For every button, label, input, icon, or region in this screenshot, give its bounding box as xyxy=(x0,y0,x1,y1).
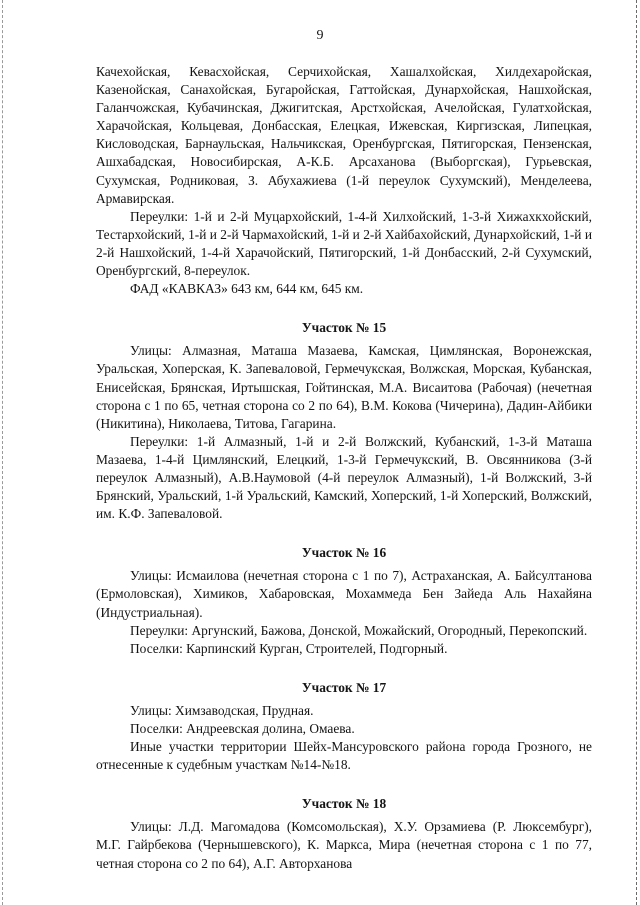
section-16-lanes: Переулки: Аргунский, Бажова, Донской, Можайский, Огородный, Перекопский. xyxy=(130,622,588,638)
section-17-streets: Улицы: Химзаводская, Прудная. xyxy=(130,702,314,718)
section-title-18: Участок № 18 xyxy=(301,796,387,812)
section-15-lanes: Переулки: 1-й Алмазный, 1-й и 2-й Волжский, Кубанский, 1-3-й Маташа Мазаева, 1-4-й Цимлянский, Елецкий, 1-3-й Гермечукский, В. Овсянникова (3-й переулок Алмазный), А.В.Наумовой (4-й переулок Алмазный), 1-й Волжский, 3-й Брянский, Уральский, 1-й Уральский, Камский, Хоперский, 1-й Хоперский, Волжский, им. К.Ф. Запеваловой. xyxy=(96,433,592,522)
section-17-settlements: Поселки: Андреевская долина, Омаева. xyxy=(130,721,355,736)
section-title-17: Участок № 17 xyxy=(301,679,387,695)
section-18-streets: Улицы: Л.Д. Магомадова (Комсомольская), Х.У. Орзамиева (Р. Люксембург), М.Г. Гайрбекова (Чернышевского), К. Маркса, Мира (нечетная сторона с 1 по 77, четная сторона со 2 по 64), А.Г. Авторханова xyxy=(96,819,592,871)
section-15-streets: Улицы: Алмазная, Маташа Мазаева, Камская, Цимлянская, Воронежская, Уральская, Хоперская, К. Запеваловой, Гермечукская, Волжская, Морская, Кубанская, Енисейская, Брянская, Иртышская, Гойтинская, М.А. Висаитова (Рабочая) (нечетная сторона с 1 по 65, четная сторона со 2 по 64), В.М. Кокова (Чичерина), Дадин-Айбики (Никитина), Николаева, Титова, Гагарина. xyxy=(96,343,592,431)
section-title-16: Участок № 16 xyxy=(301,545,387,561)
document-body xyxy=(96,63,592,873)
streets-list-continued: Качехойская, Кевасхойская, Серчихойская, Хашалхойская, Хилдехаройская, Казенойская, Санахойская, Бугаройская, Гаттойская, Дунархойская, Нашхойская, Галанчожская, Кубачинская, Джигитская, Арстхойская, Ачелойская, Гулатхойская, Харачойская, Кольцевая, Донбасская, Елецкая, Ижевская, Киргизская, Липецкая, Кисловодская, Барнаульская, Нальчикская, Оренбургская, Пятигорская, Пензенская, Ашхабадская, Новосибирская, А-К.Б. Арсаханова (Выборгская), Гурьевская, Сухумская, Родниковая, З. Абухажиева (1-й переулок Сухумский), Менделеева, Армавирская. xyxy=(96,64,592,206)
scan-left-edge xyxy=(2,0,3,905)
lanes-paragraph: Переулки: 1-й и 2-й Муцархойский, 1-4-й Хилхойский, 1-3-й Хижахкхойский, Тестархойский, 1-й и 2-й Чармахойский, 1-й и 2-й Хайбахойский, Дунархойский, 1-й и 2-й Нашхойский, 1-4-й Харачойский, Пятигорский, 1-й Донбасский, 2-й Сухумский, Оренбургский, 8-переулок. xyxy=(96,208,592,279)
section-16-settlements: Поселки: Карпинский Курган, Строителей, Подгорный. xyxy=(130,640,448,656)
section-17-other-territories: Иные участки территории Шейх-Мансуровского района города Грозного, не отнесенные к судебным участкам №14-№18. xyxy=(96,739,592,773)
section-16-streets: Улицы: Исмаилова (нечетная сторона с 1 по 7), Астраханская, А. Байсултанова (Ермоловская), Химиков, Хабаровская, Мохаммеда Бен Зайеда Аль Нахайяна (Индустриальная). xyxy=(96,568,592,620)
section-title-15: Участок № 15 xyxy=(301,320,387,336)
page-number: 9 xyxy=(316,28,324,43)
highway-paragraph: ФАД «КАВКАЗ» 643 км, 644 км, 645 км. xyxy=(130,281,364,297)
scan-right-edge xyxy=(636,0,637,905)
